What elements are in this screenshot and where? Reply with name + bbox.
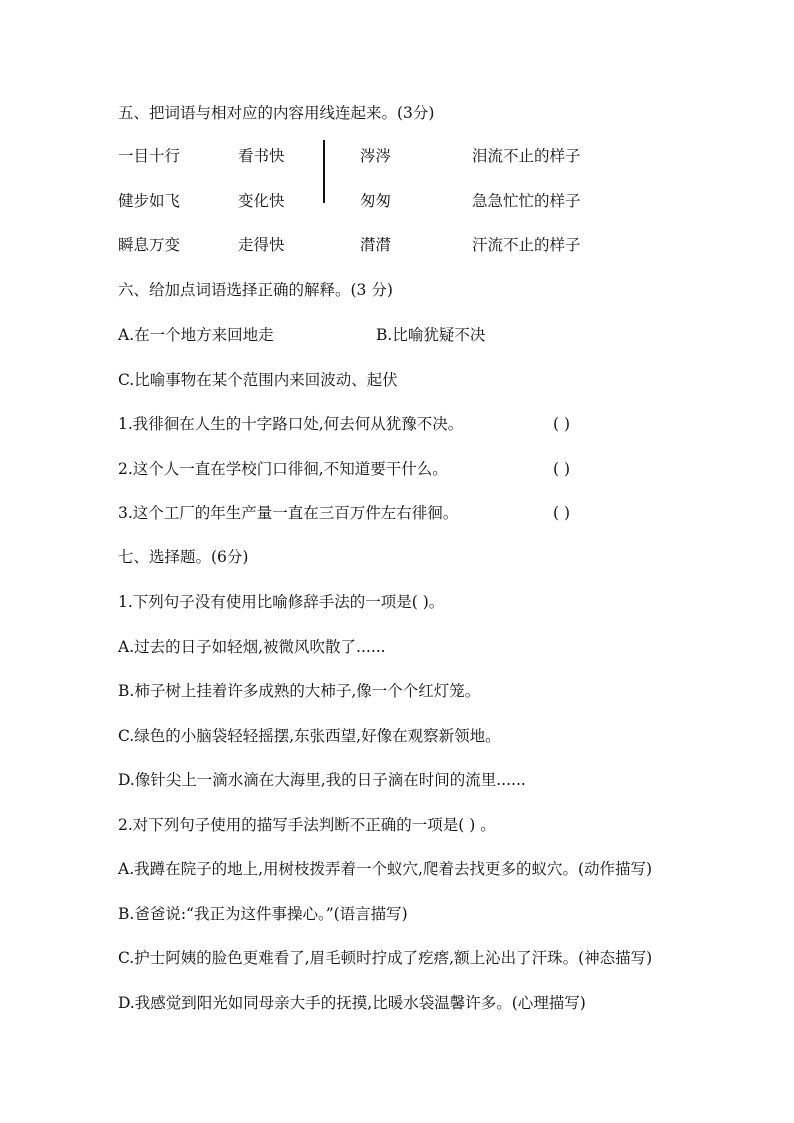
section7-q2-option-b: B.爸爸说:“我正为这件事操心。”(语言描写) <box>118 905 408 923</box>
match-idiom-1: 一目十行 <box>118 147 181 165</box>
section5-heading: 五、把词语与相对应的内容用线连起来。(3分) <box>118 104 435 122</box>
match-word-2: 匆匆 <box>360 192 392 210</box>
section7-q2-option-d: D.我感觉到阳光如同母亲大手的抚摸,比暖水袋温馨许多。(心理描写) <box>118 994 586 1012</box>
section7-q1-option-c: C.绿色的小脑袋轻轻摇摆,东张西望,好像在观察新领地。 <box>118 727 501 745</box>
match-meaning-1: 看书快 <box>238 147 285 165</box>
section7-q2-option-c: C.护士阿姨的脸色更难看了,眉毛顿时拧成了疙瘩,额上沁出了汗珠。(神态描写) <box>118 949 653 967</box>
match-idiom-2: 健步如飞 <box>118 192 181 210</box>
section7-q2-option-a: A.我蹲在院子的地上,用树枝拨弄着一个蚁穴,爬着去找更多的蚁穴。(动作描写) <box>118 860 653 878</box>
column-divider-line <box>323 140 325 203</box>
section7-q2-stem: 2.对下列句子使用的描写手法判断不正确的一项是( ) 。 <box>118 816 496 834</box>
section6-option-c: C.比喻事物在某个范围内来回波动、起伏 <box>118 371 398 389</box>
section6-item-3: 3.这个工厂的年生产量一直在三百万件左右徘徊。 <box>118 504 459 522</box>
section7-q1-option-d: D.像针尖上一滴水滴在大海里,我的日子滴在时间的流里...... <box>118 771 526 789</box>
section7-heading: 七、选择题。(6分) <box>118 548 249 566</box>
section6-option-a: A.在一个地方来回地走 <box>118 326 274 344</box>
section6-answer-blank-2[interactable]: ( ) <box>553 460 571 478</box>
section7-q1-option-b: B.柿子树上挂着许多成熟的大柿子,像一个个红灯笼。 <box>118 682 481 700</box>
section6-answer-blank-1[interactable]: ( ) <box>553 415 571 433</box>
match-description-3: 汗流不止的样子 <box>472 236 581 254</box>
match-meaning-2: 变化快 <box>238 192 285 210</box>
match-description-1: 泪流不止的样子 <box>472 147 581 165</box>
section7-q1-stem: 1.下列句子没有使用比喻修辞手法的一项是( )。 <box>118 593 445 611</box>
match-description-2: 急急忙忙的样子 <box>472 192 581 210</box>
match-word-3: 潸潸 <box>360 236 392 254</box>
section6-item-1: 1.我徘徊在人生的十字路口处,何去何从犹豫不决。 <box>118 415 464 433</box>
section7-q1-option-a: A.过去的日子如轻烟,被微风吹散了...... <box>118 638 386 656</box>
section6-answer-blank-3[interactable]: ( ) <box>553 504 571 522</box>
section6-heading: 六、给加点词语选择正确的解释。(3 分) <box>118 281 393 299</box>
match-word-1: 涔涔 <box>360 147 392 165</box>
section6-option-b: B.比喻犹疑不决 <box>376 326 486 344</box>
section6-item-2: 2.这个人一直在学校门口徘徊,不知道要干什么。 <box>118 460 448 478</box>
match-idiom-3: 瞬息万变 <box>118 236 181 254</box>
match-meaning-3: 走得快 <box>238 236 285 254</box>
